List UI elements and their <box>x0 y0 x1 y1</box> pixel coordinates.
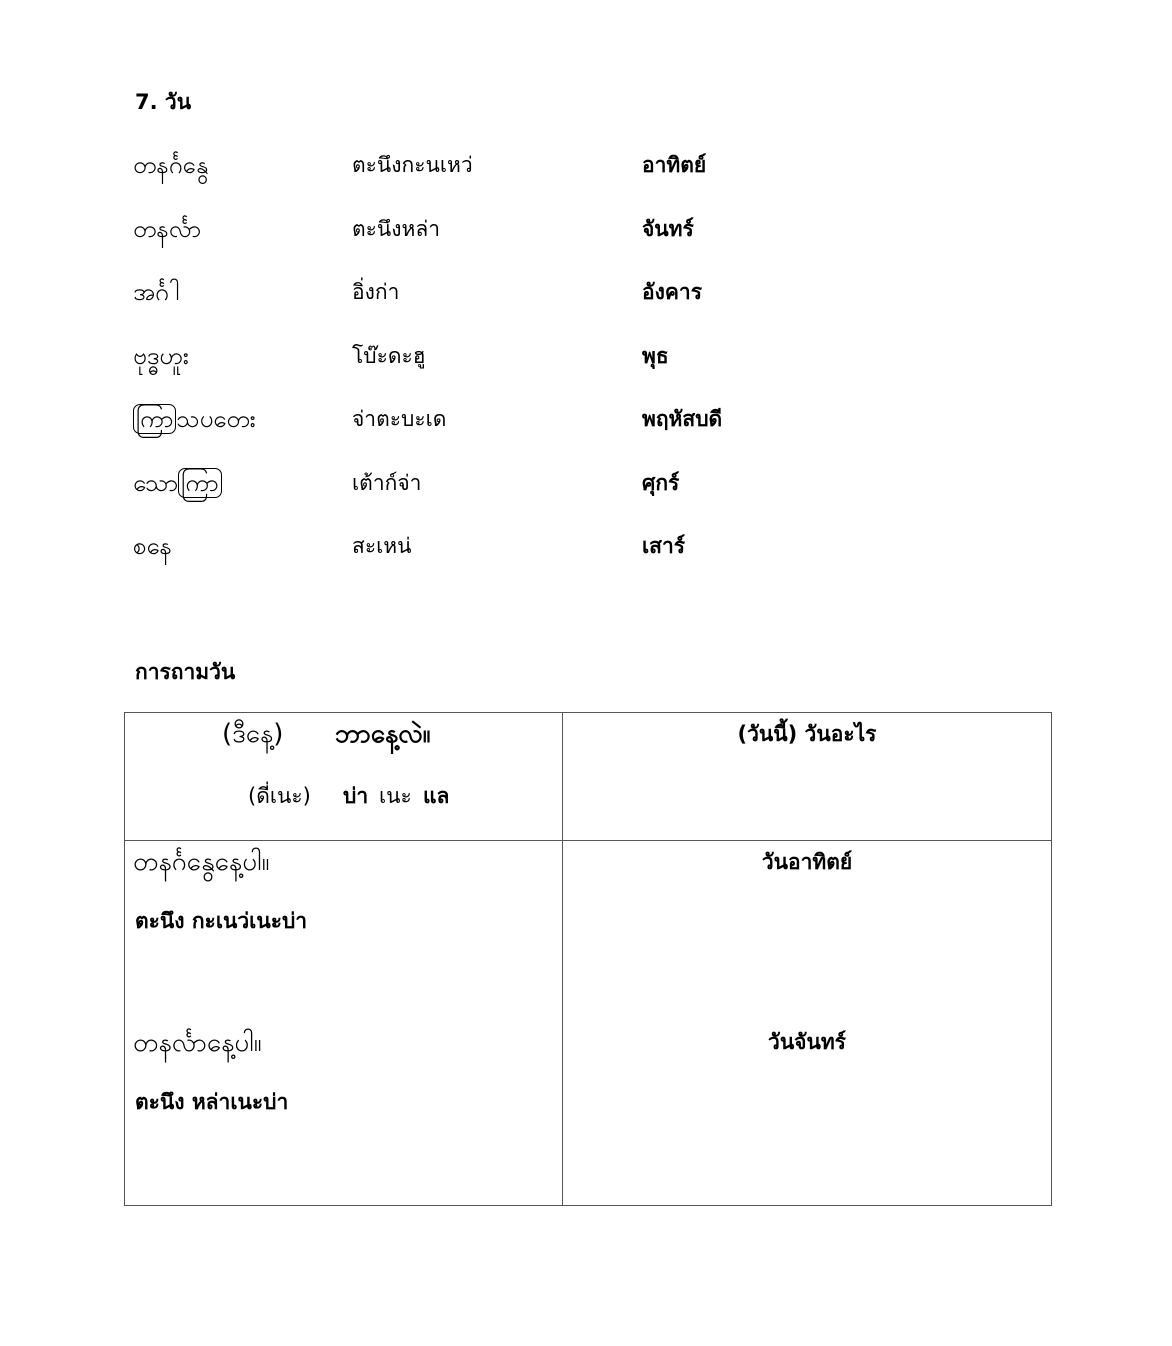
day-pronunciation: โบ๊ะดะฮู <box>352 344 426 368</box>
day-thai: จันทร์ <box>642 217 694 241</box>
day-myanmar-boxed: ကြာ <box>133 404 176 434</box>
day-pronunciation: ตะนึงหล่า <box>352 217 441 241</box>
table-border <box>124 1205 1052 1206</box>
day-pronunciation: สะเหน่ <box>352 534 412 558</box>
day-thai: อาทิตย์ <box>642 153 707 177</box>
day-thai: ศุกร์ <box>642 471 680 495</box>
section-heading: 7. วัน <box>135 90 192 114</box>
day-thai: อังคาร <box>642 280 702 304</box>
day-row-monday <box>0 209 1172 249</box>
day-thai: พฤหัสบดี <box>642 407 723 431</box>
day-pronunciation: อิ่งก่า <box>352 280 400 304</box>
day-myanmar: တနင်္ဂနွေ <box>133 151 209 179</box>
question-myanmar-prefix: (ဒီနေ့) <box>222 719 284 749</box>
question-pronunciation-ne: เนะ <box>379 784 412 808</box>
asking-heading: การถามวัน <box>135 660 236 684</box>
day-myanmar: သော <box>133 469 179 497</box>
day-thai: เสาร์ <box>642 534 686 558</box>
question-pronunciation-prefix: (ดี่เนะ) <box>248 784 311 808</box>
question-myanmar: ဘာနေ့လဲ။ <box>335 719 431 749</box>
answer-thai: วันอาทิตย์ <box>761 850 853 874</box>
day-row-friday <box>0 463 1172 503</box>
day-row-saturday <box>0 526 1172 566</box>
answer-myanmar: တနင်္လာနေ့ပါ။ <box>133 1028 262 1058</box>
day-myanmar: ဗုဒ္ဓဟူး <box>133 342 189 370</box>
table-border <box>124 712 125 1206</box>
answer-thai: วันจันทร์ <box>768 1030 846 1054</box>
day-myanmar: တနင်္လာ <box>133 215 202 243</box>
day-row-thursday <box>0 399 1172 439</box>
day-myanmar: အင်္ဂါ <box>133 278 180 306</box>
day-pronunciation: จ่าตะบะเด <box>352 407 447 431</box>
table-border <box>124 712 1052 713</box>
day-myanmar-group <box>133 399 256 439</box>
answer-myanmar: တနင်္ဂနွေနေ့ပါ။ <box>133 847 270 877</box>
day-pronunciation: ตะนึงกะนเหว่ <box>352 153 473 177</box>
day-thai: พุธ <box>642 344 669 368</box>
answer-pronunciation: ตะนึง หล่าเนะบ่า <box>135 1090 289 1114</box>
table-border <box>1051 712 1052 1206</box>
day-myanmar-boxed: ကြာ <box>178 468 221 498</box>
table-row-divider <box>124 840 1052 841</box>
day-row-wednesday <box>0 336 1172 376</box>
day-myanmar: စနေ <box>133 532 172 560</box>
table-column-divider <box>562 712 563 1206</box>
day-myanmar: သပတေး <box>176 405 256 433</box>
answer-pronunciation: ตะนึง กะเนว่เนะบ่า <box>135 909 308 933</box>
day-row-sunday <box>0 145 1172 185</box>
day-pronunciation: เต้าก์จ่า <box>352 471 422 495</box>
day-myanmar-group <box>133 463 222 503</box>
day-row-tuesday <box>0 272 1172 312</box>
question-pronunciation-ba: บ่า <box>343 784 369 808</box>
question-pronunciation-lae: แล <box>423 784 450 808</box>
question-thai: (วันนี้) วันอะไร <box>737 722 877 746</box>
